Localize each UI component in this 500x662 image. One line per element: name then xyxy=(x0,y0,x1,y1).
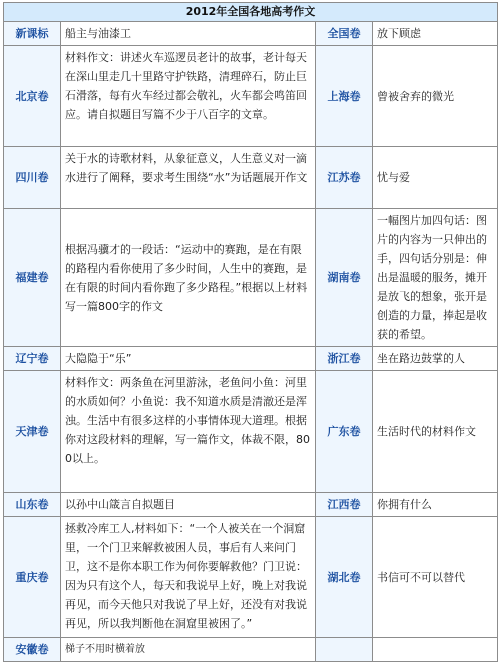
essay-topic-cell: 梯子不用时横着放 xyxy=(61,638,316,662)
essay-topic-cell: 生活时代的材料作文 xyxy=(373,371,498,493)
province-cell: 重庆卷 xyxy=(4,517,61,638)
province-cell: 江西卷 xyxy=(316,493,373,517)
province-cell xyxy=(316,638,373,662)
table-row xyxy=(4,46,498,147)
essay-topic-cell: 根据冯骥才的一段话：“运动中的赛跑，是在有限的路程内看你使用了多少时间，人生中的赛跑，是在有限的时间内看你跑了多少路程。”根据以上材料写一篇800字的作文 xyxy=(61,209,316,347)
essay-topic-cell: 忧与爱 xyxy=(373,147,498,209)
table-title: 2012年全国各地高考作文 xyxy=(4,3,498,22)
province-cell: 四川卷 xyxy=(4,147,61,209)
essay-topic-cell: 材料作文：讲述火车巡逻员老计的故事，老计每天在深山里走几十里路守护铁路，清理碎石，防止巨石滑落，每有火车经过都会敬礼，火车都会鸣笛回应。请自拟题目写篇不少于八百字的文章。 xyxy=(61,46,316,147)
essay-topic-cell: 大隐隐于“乐” xyxy=(61,347,316,371)
province-cell: 山东卷 xyxy=(4,493,61,517)
province-cell: 湖北卷 xyxy=(316,517,373,638)
exam-essay-table xyxy=(3,2,498,662)
essay-topic-cell xyxy=(373,638,498,662)
essay-topic-cell: 坐在路边鼓掌的人 xyxy=(373,347,498,371)
essay-topic-cell: 放下顾虑 xyxy=(373,22,498,46)
table-row xyxy=(4,371,498,493)
essay-topic-cell: 一幅图片加四句话：图片的内容为一只伸出的手，四句话分别是：伸出是温暖的服务，摊开是放飞的想象，张开是创造的力量，捧起是收获的希望。 xyxy=(373,209,498,347)
province-cell: 浙江卷 xyxy=(316,347,373,371)
essay-topic-cell: 曾被舍弃的微光 xyxy=(373,46,498,147)
table-row xyxy=(4,22,498,46)
province-cell: 上海卷 xyxy=(316,46,373,147)
province-cell: 广东卷 xyxy=(316,371,373,493)
exam-essay-table-container xyxy=(3,2,497,662)
province-cell: 福建卷 xyxy=(4,209,61,347)
table-row xyxy=(4,638,498,662)
table-row xyxy=(4,209,498,347)
province-cell: 辽宁卷 xyxy=(4,347,61,371)
table-row xyxy=(4,517,498,638)
province-cell: 湖南卷 xyxy=(316,209,373,347)
essay-topic-cell: 以孙中山箴言自拟题目 xyxy=(61,493,316,517)
essay-topic-cell: 材料作文：两条鱼在河里游泳，老鱼问小鱼：河里的水质如何？小鱼说：我不知道水质是清澈还是浑浊。生活中有很多这样的小事情体现大道理。根据你对这段材料的理解，写一篇作文，体裁不限，800以上。 xyxy=(61,371,316,493)
essay-topic-cell: 关于水的诗歌材料，从象征意义，人生意义对一滴水进行了阐释，要求考生围绕“水”为话题展开作文 xyxy=(61,147,316,209)
province-cell: 安徽卷 xyxy=(4,638,61,662)
essay-topic-cell: 船主与油漆工 xyxy=(61,22,316,46)
province-cell: 天津卷 xyxy=(4,371,61,493)
province-cell: 北京卷 xyxy=(4,46,61,147)
province-cell: 新课标 xyxy=(4,22,61,46)
table-title-row xyxy=(4,3,498,22)
essay-topic-cell: 书信可不可以替代 xyxy=(373,517,498,638)
essay-topic-cell: 拯救冷库工人,材料如下：“一个人被关在一个洞窟里，一个门卫来解救被困人员，事后有人来问门卫，这不是你本职工作为何你要解救他？门卫说：因为只有这个人，每天和我说早上好，晚上对我说再见，而今天他只对我说了早上好，还没有对我说再见，所以我判断他在洞窟里被困了。” xyxy=(61,517,316,638)
province-cell: 江苏卷 xyxy=(316,147,373,209)
table-row xyxy=(4,493,498,517)
province-cell: 全国卷 xyxy=(316,22,373,46)
table-row xyxy=(4,147,498,209)
table-row xyxy=(4,347,498,371)
essay-topic-cell: 你拥有什么 xyxy=(373,493,498,517)
